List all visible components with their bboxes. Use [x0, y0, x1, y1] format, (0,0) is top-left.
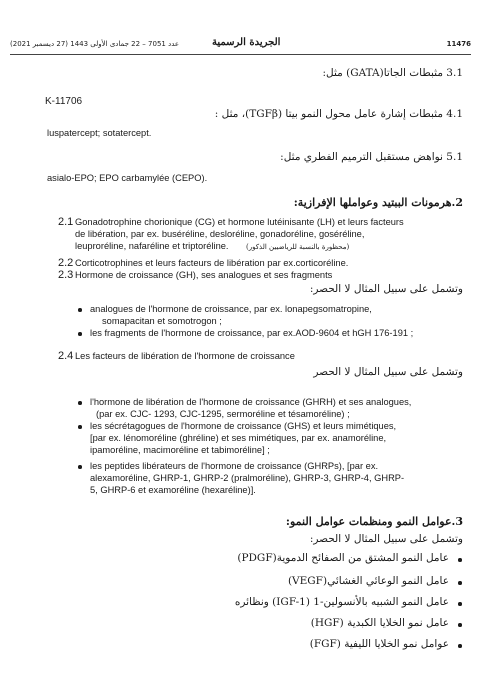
s2-3-bullet-1-line-2: somapacitan et somotrogon ;: [102, 316, 222, 326]
issue-info: عدد 7051 – 22 جمادى الأولى 1443 (27 ديسمبر 2021): [10, 40, 180, 48]
section-2-2-number: 2.2: [58, 257, 74, 269]
s2-4-bullet-3-line-1: les peptides libérateurs de l'hormone de croissance (GHRPs), [par ex.: [90, 461, 379, 471]
section-2-1-line-3: leuproréline, nafaréline et triptoréline.: [75, 241, 229, 251]
section-3-intro: وتشمل على سبيل المثال لا الحصر:: [309, 533, 463, 545]
s2-3-bullet-2-line-1: les fragments de l'hormone de croissance, par ex.AOD-9604 et hGH 176-191 ;: [90, 328, 414, 338]
code-k11706: K-11706: [45, 96, 83, 107]
bullet-dot: [78, 465, 82, 469]
s3-bullet-1: عامل النمو المشتق من الصفائح الدموية(PDGF): [237, 552, 449, 564]
s2-4-bullet-3-line-3: 5, GHRP-6 et examoréline (hexaréline)].: [90, 485, 256, 495]
header-rule: [10, 54, 471, 55]
section-2-1-line-2: de libération, par ex. buséréline, desloréline, gonadoréline, goséréline,: [75, 229, 365, 239]
bullet-dot: [458, 644, 462, 648]
section-2-1-note: (محظورة بالنسبة للرياضيين الذكور): [246, 243, 350, 251]
bullet-dot: [78, 308, 82, 312]
bullet-dot: [458, 602, 462, 606]
s2-4-bullet-3-line-2: alexamoréline, GHRP-1, GHRP-2 (pralmoréline), GHRP-3, GHRP-4, GHRP-: [90, 473, 405, 483]
s2-4-bullet-1-line-1: l'hormone de libération de l'hormone de croissance (GHRH) et ses analogues,: [90, 397, 412, 407]
section-2-3-number: 2.3: [58, 269, 74, 281]
section-2-3-text: Hormone de croissance (GH), ses analogues et ses fragments: [75, 270, 333, 280]
section-5-1-example: asialo-EPO; EPO carbamylée (CEPO).: [47, 173, 208, 183]
section-2-1-number: 2.1: [58, 216, 74, 228]
bullet-dot: [458, 623, 462, 627]
section-2-4-text: Les facteurs de libération de l'hormone de croissance: [75, 351, 295, 361]
section-2-heading: 2.هرمونات الببتيد وعواملها الإفرازية:: [293, 196, 463, 209]
section-3-heading: 3.عوامل النمو ومنظمات عوامل النمو:: [285, 515, 463, 528]
page-number: 11476: [446, 40, 471, 48]
section-2-3-intro: وتشمل على سبيل المثال لا الحصر:: [309, 283, 463, 295]
bullet-dot: [458, 558, 462, 562]
journal-title: الجريدة الرسمية: [212, 37, 281, 48]
section-5-1: 5.1 نواهض مستقبل الترميم الفطري مثل:: [280, 151, 463, 163]
s2-4-bullet-1-line-2: (par ex. CJC- 1293, CJC-1295, sermoréline et tésamoréline) ;: [96, 409, 350, 419]
s3-bullet-3: عامل النمو الشبيه بالأنسولين-1 (IGF-1) ونظائره: [234, 596, 449, 608]
section-4-1-example: luspatercept; sotatercept.: [47, 128, 152, 138]
s2-4-bullet-2-line-2: [par ex. lénomoréline (ghréline) et ses mimétiques, par ex. anamoréline,: [90, 433, 387, 443]
section-2-2-text: Corticotrophines et leurs facteurs de libération par ex.corticoréline.: [75, 258, 349, 268]
s2-4-bullet-2-line-3: ipamoréline, macimoréline et tabimoréline] ;: [90, 445, 270, 455]
section-2-4-intro: وتشمل على سبيل المثال لا الحصر: [313, 366, 463, 378]
section-2-1-line-1: Gonadotrophine chorionique (CG) et hormone lutéinisante (LH) et leurs facteurs: [75, 217, 404, 227]
s2-3-bullet-1-line-1: analogues de l'hormone de croissance, par ex. lonapegsomatropine,: [90, 304, 372, 314]
bullet-dot: [458, 581, 462, 585]
bullet-dot: [78, 332, 82, 336]
s2-4-bullet-2-line-1: les sécrétagogues de l'hormone de croissance (GHS) et leurs mimétiques,: [90, 421, 397, 431]
bullet-dot: [78, 401, 82, 405]
section-3-1: 3.1 مثبطات الجاتا(GATA) مثل:: [322, 67, 463, 79]
section-2-4-number: 2.4: [58, 350, 74, 362]
s3-bullet-5: عوامل نمو الخلايا الليفية (FGF): [309, 638, 449, 650]
s3-bullet-2: عامل النمو الوعائي الغشائي(VEGF): [287, 575, 449, 587]
s3-bullet-4: عامل نمو الخلايا الكبدية (HGF): [310, 617, 449, 629]
bullet-dot: [78, 425, 82, 429]
section-4-1: 4.1 مثبطات إشارة عامل محول النمو بيتا (TGFβ)، مثل :: [214, 108, 463, 120]
